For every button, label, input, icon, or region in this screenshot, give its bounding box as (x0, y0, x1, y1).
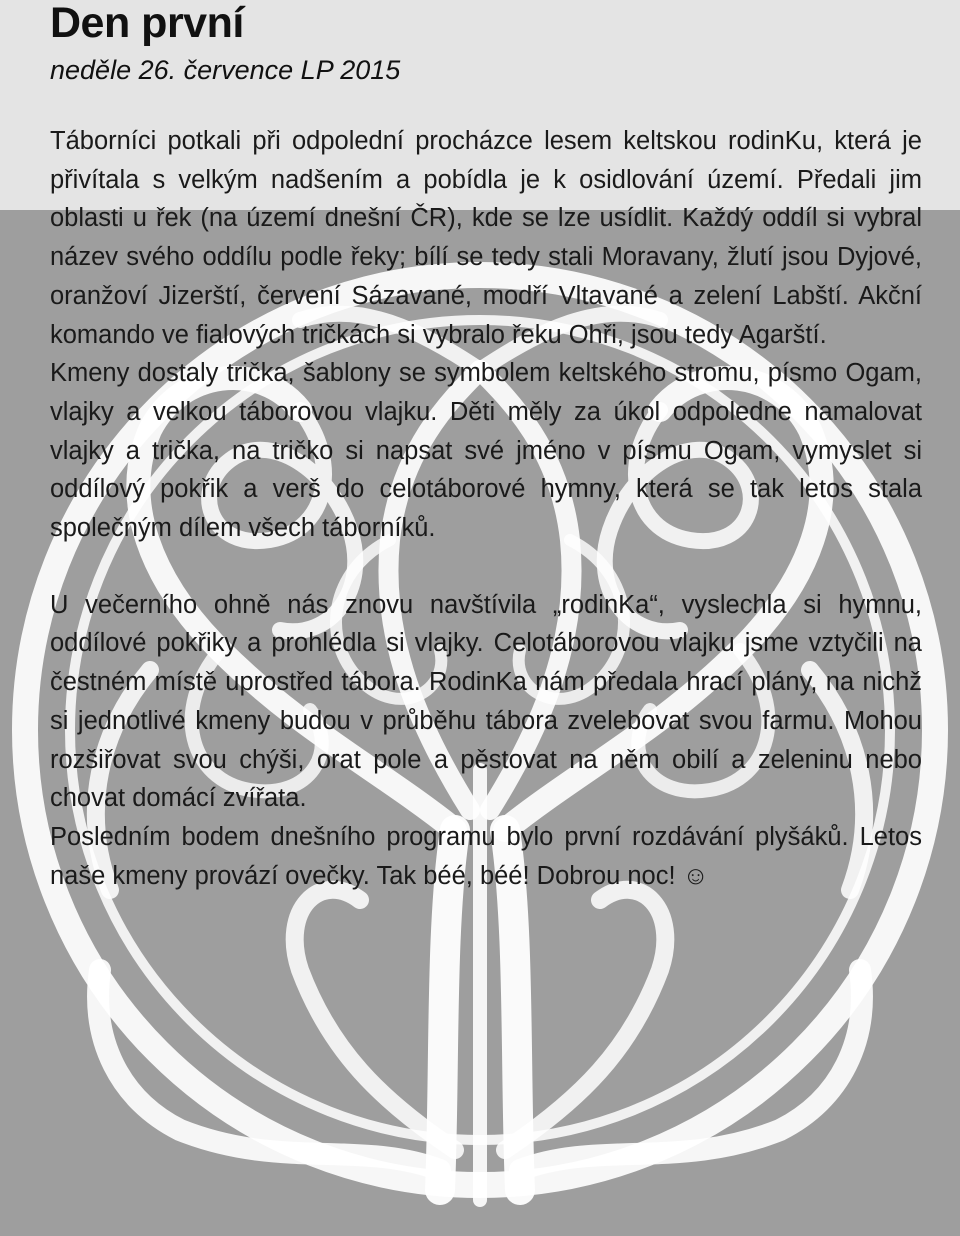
paragraph-spacer (50, 548, 922, 586)
paragraph-2: Kmeny dostaly trička, šablony se symbolem keltského stromu, písmo Ogam, vlajky a velkou táborovou vlajku. Děti měly za úkol odpoledne namalovat vlajky a trička, na tričko si napsat své jméno v písmu Ogam, vymyslet si oddílový pokřik a verš do celotáborové hymny, která se tak letos stala společným dílem všech táborníků. (50, 359, 922, 543)
page-title: Den první (50, 0, 244, 47)
paragraph-1: Táborníci potkali při odpolední procházce lesem keltskou rodinKu, která je přivítala s velkým nadšením a pobídla je k osidlování území. Předali jim oblasti u řek (na území dnešní ČR), kde se lze usídlit. Každý oddíl si vybral název svého oddílu podle řeky; bílí se tedy stali Moravany, žlutí jsou Dyjové, oranžoví Jizerští, červení Sázavané, modří Vltavané a zelení Labští. Akční komando ve fialových tričkách si vybralo řeku Ohři, jsou tedy Agarští. (50, 127, 922, 349)
paragraph-4: Posledním bodem dnešního programu bylo první rozdávání plyšáků. Letos naše kmeny provází ovečky. Tak béé, béé! Dobrou noc! ☺ (50, 822, 922, 890)
paragraph-3: U večerního ohně nás znovu navštívila „rodinKa“, vyslechla si hymnu, oddílové pokřiky a prohlédla si vlajky. Celotáborovou vlajku jsme vztyčili na čestném místě uprostřed tábora. RodinKa nám předala hrací plány, na nichž si jednotlivé kmeny budou v průběhu tábora zvelebovat svou farmu. Mohou rozšiřovat svou chýši, orat pole a pěstovat na něm obilí a zeleninu nebo chovat domácí zvířata. (50, 590, 922, 813)
page-date: neděle 26. července LP 2015 (50, 55, 401, 85)
article-body (50, 122, 922, 895)
